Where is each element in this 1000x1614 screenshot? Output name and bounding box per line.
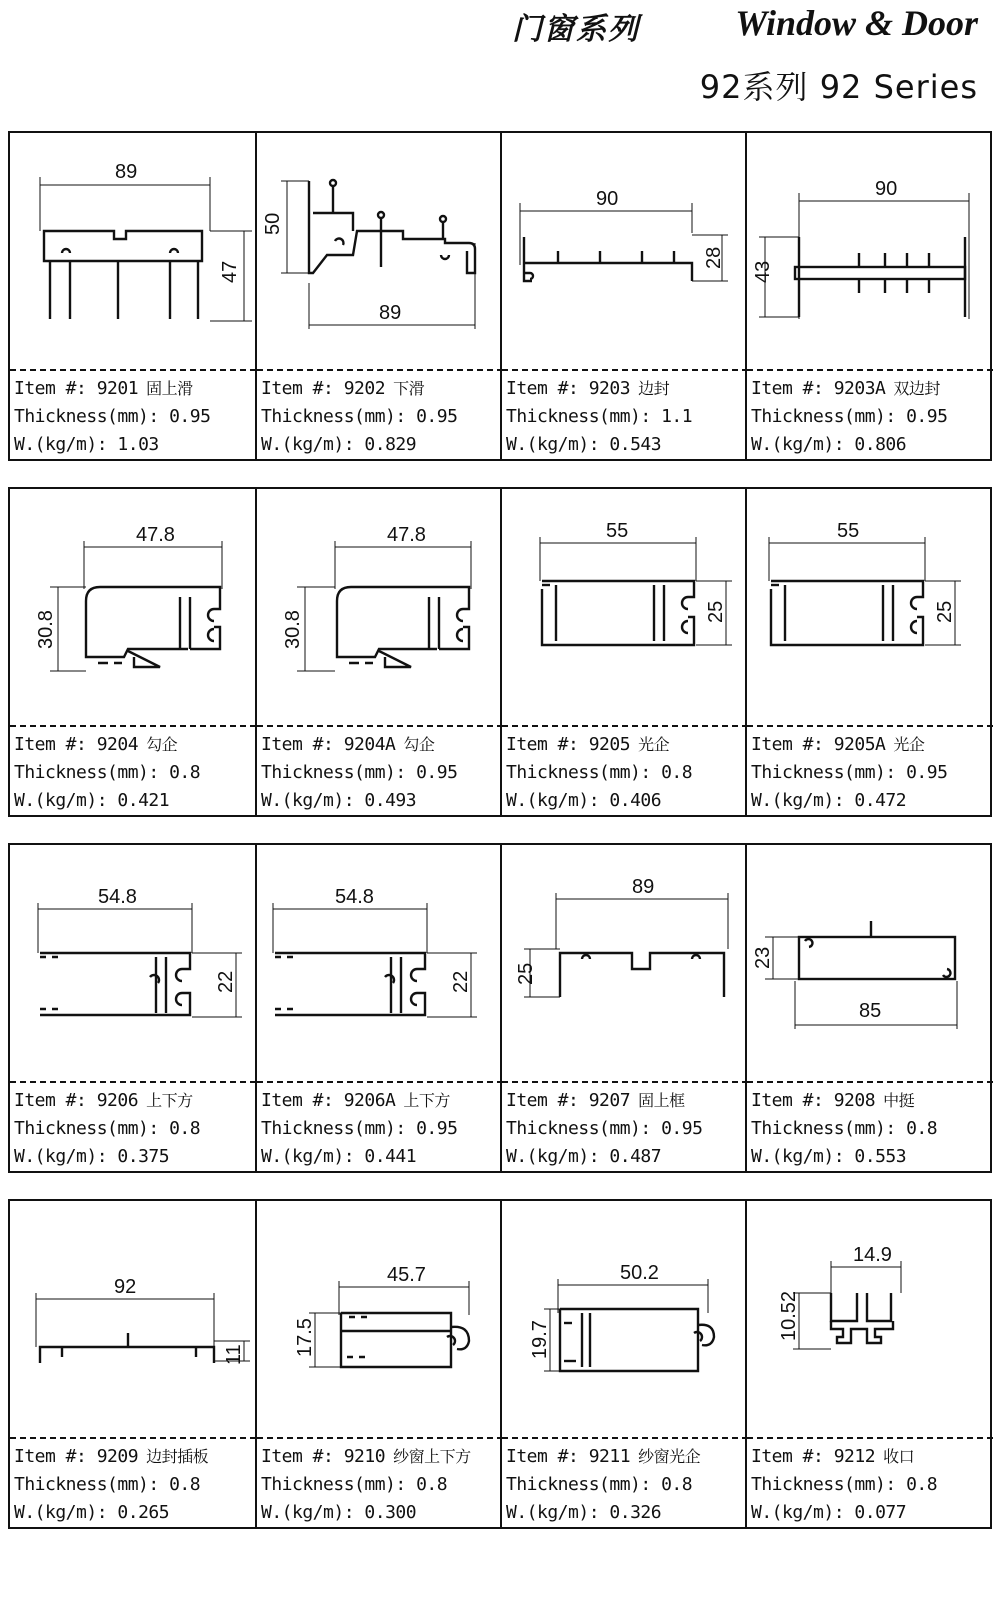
item-number: 9207 <box>588 1090 631 1111</box>
dim-label-1: 55 <box>606 520 629 542</box>
item-name: 双边封 <box>893 379 940 398</box>
thickness-value: 0.8 <box>661 762 693 783</box>
thickness-value: 0.95 <box>906 406 948 427</box>
profile-card <box>10 489 255 815</box>
weight-label: W.(kg/m): <box>14 1146 108 1167</box>
item-label: Item #: <box>261 378 334 399</box>
divider-line <box>502 1437 748 1439</box>
profile-row-1 <box>8 131 992 461</box>
dim-label-2: 17.5 <box>294 1318 316 1357</box>
dim-label-2: 22 <box>450 970 472 993</box>
profile-drawing <box>747 489 993 725</box>
item-number: 9203 <box>588 378 631 399</box>
item-number: 9203A <box>833 378 886 399</box>
weight-value: 0.326 <box>609 1502 662 1523</box>
item-label: Item #: <box>506 734 579 755</box>
weight-label: W.(kg/m): <box>261 1146 355 1167</box>
thickness-value: 0.95 <box>169 406 211 427</box>
dim-label-1: 54.8 <box>335 886 374 908</box>
divider-line <box>10 725 256 727</box>
dim-label-2: 30.8 <box>35 610 57 649</box>
profile-drawing <box>502 1201 748 1437</box>
weight-label: W.(kg/m): <box>751 434 845 455</box>
weight-value: 0.806 <box>854 434 907 455</box>
dim-label-2: 25 <box>705 600 727 623</box>
dim-label-1: 89 <box>115 161 138 183</box>
thickness-value: 0.8 <box>906 1474 938 1495</box>
weight-value: 0.553 <box>854 1146 907 1167</box>
profile-spec <box>751 1443 989 1527</box>
profile-spec <box>751 1087 989 1171</box>
item-number: 9204A <box>343 734 396 755</box>
divider-line <box>502 725 748 727</box>
profile-drawing <box>747 1201 993 1437</box>
weight-value: 0.472 <box>854 790 907 811</box>
item-label: Item #: <box>506 1090 579 1111</box>
dim-label-1: 50 <box>262 212 284 235</box>
weight-label: W.(kg/m): <box>506 1146 600 1167</box>
item-label: Item #: <box>751 1446 824 1467</box>
thickness-value: 0.95 <box>416 1118 458 1139</box>
item-name: 边封 <box>638 379 670 398</box>
profile-spec <box>261 1087 499 1171</box>
dim-label-1: 89 <box>632 876 655 898</box>
thickness-value: 0.8 <box>906 1118 938 1139</box>
weight-label: W.(kg/m): <box>261 1502 355 1523</box>
thickness-value: 0.8 <box>661 1474 693 1495</box>
profile-spec <box>506 731 744 815</box>
profile-drawing <box>257 845 503 1081</box>
profile-spec <box>506 1087 744 1171</box>
dim-label-1: 50.2 <box>620 1262 659 1284</box>
weight-label: W.(kg/m): <box>751 790 845 811</box>
profile-drawing <box>257 489 503 725</box>
profile-drawing <box>502 133 748 369</box>
profile-spec <box>506 1443 744 1527</box>
item-label: Item #: <box>14 378 87 399</box>
profile-spec <box>261 375 499 459</box>
thickness-label: Thickness(mm): <box>261 1118 406 1139</box>
weight-value: 0.493 <box>364 790 417 811</box>
weight-value: 0.421 <box>117 790 170 811</box>
thickness-value: 0.8 <box>169 762 201 783</box>
item-label: Item #: <box>14 1090 87 1111</box>
divider-line <box>747 369 993 371</box>
dim-label-2: 25 <box>934 600 956 623</box>
weight-label: W.(kg/m): <box>14 790 108 811</box>
profile-drawing <box>502 489 748 725</box>
profile-spec <box>261 731 499 815</box>
item-label: Item #: <box>751 1090 824 1111</box>
item-name: 下滑 <box>393 379 425 398</box>
item-name: 光企 <box>893 735 925 754</box>
dim-label-1: 90 <box>875 178 898 200</box>
profile-drawing <box>10 845 256 1081</box>
dim-label-2: 25 <box>515 962 537 985</box>
profile-card <box>255 133 500 459</box>
dim-label-1: 54.8 <box>98 886 137 908</box>
weight-label: W.(kg/m): <box>506 434 600 455</box>
profile-card <box>745 489 990 815</box>
item-label: Item #: <box>261 1446 334 1467</box>
item-name: 纱窗光企 <box>638 1447 701 1466</box>
divider-line <box>10 1437 256 1439</box>
profile-card <box>745 1201 990 1527</box>
dim-label-1: 14.9 <box>853 1244 892 1266</box>
thickness-label: Thickness(mm): <box>14 762 159 783</box>
profile-card <box>500 845 745 1171</box>
item-label: Item #: <box>14 734 87 755</box>
catalog-title-en: Window & Door <box>735 3 978 43</box>
thickness-value: 0.8 <box>416 1474 448 1495</box>
profile-drawing <box>747 133 993 369</box>
thickness-label: Thickness(mm): <box>506 1474 651 1495</box>
dim-label-1: 45.7 <box>387 1264 426 1286</box>
thickness-label: Thickness(mm): <box>506 406 651 427</box>
divider-line <box>257 1437 503 1439</box>
divider-line <box>502 1081 748 1083</box>
dim-label-1: 47.8 <box>136 524 175 546</box>
item-name: 固上滑 <box>146 379 193 398</box>
divider-line <box>747 1081 993 1083</box>
divider-line <box>257 1081 503 1083</box>
item-number: 9205 <box>588 734 631 755</box>
dim-label-2: 85 <box>859 1000 882 1022</box>
profile-card <box>745 845 990 1171</box>
weight-label: W.(kg/m): <box>506 1502 600 1523</box>
item-name: 固上框 <box>638 1091 685 1110</box>
profile-card <box>255 1201 500 1527</box>
dim-label-1: 55 <box>837 520 860 542</box>
thickness-label: Thickness(mm): <box>506 762 651 783</box>
profile-spec <box>14 731 252 815</box>
thickness-label: Thickness(mm): <box>261 1474 406 1495</box>
profile-spec <box>506 375 744 459</box>
weight-value: 0.300 <box>364 1502 417 1523</box>
catalog-title-cn: 门窗系列 <box>512 12 640 47</box>
profile-card <box>10 133 255 459</box>
thickness-value: 0.95 <box>416 762 458 783</box>
profile-card <box>255 845 500 1171</box>
thickness-label: Thickness(mm): <box>506 1118 651 1139</box>
item-number: 9202 <box>343 378 386 399</box>
weight-label: W.(kg/m): <box>14 1502 108 1523</box>
item-name: 勾企 <box>146 735 178 754</box>
profile-card <box>255 489 500 815</box>
item-label: Item #: <box>261 1090 334 1111</box>
item-name: 中挺 <box>883 1091 915 1110</box>
weight-label: W.(kg/m): <box>14 434 108 455</box>
page-header <box>0 0 1000 120</box>
profile-spec <box>751 375 989 459</box>
weight-label: W.(kg/m): <box>506 790 600 811</box>
profile-row-3 <box>8 843 992 1173</box>
dim-label-1: 92 <box>114 1276 137 1298</box>
weight-label: W.(kg/m): <box>751 1502 845 1523</box>
profile-drawing <box>747 845 993 1081</box>
thickness-label: Thickness(mm): <box>261 762 406 783</box>
thickness-value: 1.1 <box>661 406 693 427</box>
profile-drawing <box>10 489 256 725</box>
profile-card <box>500 489 745 815</box>
item-label: Item #: <box>261 734 334 755</box>
dim-label-2: 43 <box>752 260 774 283</box>
item-label: Item #: <box>506 378 579 399</box>
weight-value: 0.487 <box>609 1146 662 1167</box>
profile-drawing <box>10 1201 256 1437</box>
thickness-label: Thickness(mm): <box>751 1118 896 1139</box>
item-number: 9201 <box>96 378 139 399</box>
item-number: 9206 <box>96 1090 139 1111</box>
weight-label: W.(kg/m): <box>261 790 355 811</box>
item-number: 9210 <box>343 1446 386 1467</box>
item-number: 9208 <box>833 1090 876 1111</box>
profile-card <box>745 133 990 459</box>
thickness-value: 0.8 <box>169 1118 201 1139</box>
profile-card <box>10 1201 255 1527</box>
dim-label-2: 22 <box>215 970 237 993</box>
profile-drawing <box>502 845 748 1081</box>
item-name: 光企 <box>638 735 670 754</box>
weight-value: 0.441 <box>364 1146 417 1167</box>
dim-label-1: 90 <box>596 188 619 210</box>
profile-drawing <box>257 133 503 369</box>
thickness-label: Thickness(mm): <box>14 1474 159 1495</box>
weight-value: 0.829 <box>364 434 417 455</box>
profile-spec <box>14 1087 252 1171</box>
dim-label-2: 47 <box>219 260 241 283</box>
dim-label-2: 19.7 <box>529 1320 551 1359</box>
thickness-label: Thickness(mm): <box>261 406 406 427</box>
dim-label-2: 11 <box>223 1344 245 1365</box>
thickness-value: 0.8 <box>169 1474 201 1495</box>
divider-line <box>502 369 748 371</box>
weight-value: 0.543 <box>609 434 662 455</box>
item-name: 纱窗上下方 <box>393 1447 471 1466</box>
dim-label-2: 10.52 <box>778 1290 800 1341</box>
dim-label-2: 28 <box>703 246 725 269</box>
thickness-label: Thickness(mm): <box>14 1118 159 1139</box>
item-label: Item #: <box>751 378 824 399</box>
item-name: 勾企 <box>403 735 435 754</box>
item-number: 9204 <box>96 734 139 755</box>
profile-spec <box>14 375 252 459</box>
item-number: 9211 <box>588 1446 631 1467</box>
thickness-label: Thickness(mm): <box>751 406 896 427</box>
thickness-label: Thickness(mm): <box>751 762 896 783</box>
item-label: Item #: <box>14 1446 87 1467</box>
divider-line <box>747 1437 993 1439</box>
item-name: 上下方 <box>146 1091 193 1110</box>
thickness-value: 0.95 <box>661 1118 703 1139</box>
profile-card <box>500 1201 745 1527</box>
profile-row-2 <box>8 487 992 817</box>
weight-value: 0.375 <box>117 1146 170 1167</box>
dim-label-2: 30.8 <box>282 610 304 649</box>
weight-label: W.(kg/m): <box>261 434 355 455</box>
profile-row-4 <box>8 1199 992 1529</box>
dim-label-2: 89 <box>379 302 402 324</box>
profile-card <box>500 133 745 459</box>
weight-label: W.(kg/m): <box>751 1146 845 1167</box>
series-title: 92系列 92 Series <box>699 68 978 106</box>
item-name: 收口 <box>883 1447 915 1466</box>
thickness-value: 0.95 <box>416 406 458 427</box>
weight-value: 0.265 <box>117 1502 170 1523</box>
item-name: 上下方 <box>403 1091 450 1110</box>
item-name: 边封插板 <box>146 1447 209 1466</box>
profile-spec <box>14 1443 252 1527</box>
profile-drawing <box>257 1201 503 1437</box>
divider-line <box>10 1081 256 1083</box>
profile-drawing <box>10 133 256 369</box>
dim-label-1: 23 <box>752 946 774 969</box>
thickness-value: 0.95 <box>906 762 948 783</box>
item-number: 9209 <box>96 1446 139 1467</box>
divider-line <box>257 369 503 371</box>
weight-value: 1.03 <box>117 434 159 455</box>
item-number: 9205A <box>833 734 886 755</box>
thickness-label: Thickness(mm): <box>14 406 159 427</box>
divider-line <box>257 725 503 727</box>
weight-value: 0.077 <box>854 1502 907 1523</box>
profile-card <box>10 845 255 1171</box>
item-label: Item #: <box>751 734 824 755</box>
profile-spec <box>261 1443 499 1527</box>
weight-value: 0.406 <box>609 790 662 811</box>
divider-line <box>10 369 256 371</box>
item-number: 9206A <box>343 1090 396 1111</box>
item-label: Item #: <box>506 1446 579 1467</box>
item-number: 9212 <box>833 1446 876 1467</box>
thickness-label: Thickness(mm): <box>751 1474 896 1495</box>
dim-label-1: 47.8 <box>387 524 426 546</box>
divider-line <box>747 725 993 727</box>
profile-spec <box>751 731 989 815</box>
